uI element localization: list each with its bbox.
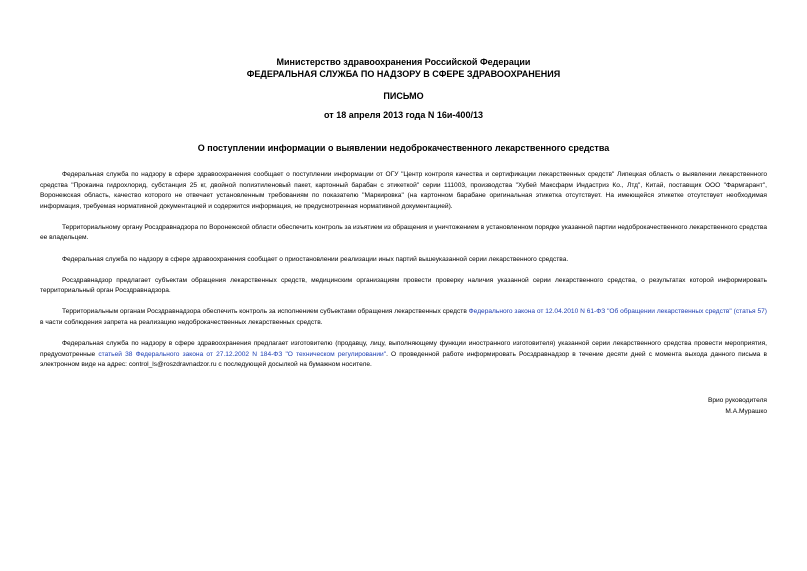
law-61-fz-link[interactable]: Федерального закона от 12.04.2010 N 61-ФЗ "Об обращении лекарственных средств": [468, 308, 732, 316]
document-header: [0, 56, 807, 80]
paragraph-4: Росздравнадзор предлагает субъектам обращения лекарственных средств, медицинским организациям провести проверку наличия указанной серии лекарственного средства, о результатах которой информировать территориальный орган Росздравнадзора.: [40, 276, 767, 295]
document-type: ПИСЬМО: [383, 91, 424, 101]
paragraph-3: Федеральная служба по надзору в сфере здравоохранения сообщает о приостановлении реализации иных партий вышеуказанной серии лекарственного средства.: [62, 255, 569, 263]
document-subject: О поступлении информации о выявлении недоброкачественного лекарственного средства: [197, 143, 610, 153]
document-body: [40, 170, 767, 381]
paragraph-6-text-after: . О проведенной работе информировать Росздравнадзор в течение десяти дней с момента выхода данного письма в электронном виде на адрес: control_ls@roszdravnadzor.ru с последующей досылкой на бумажном носителе.: [40, 350, 767, 369]
paragraph-5-text-before: Территориальным органам Росздравнадзора обеспечить контроль за исполнением субъектами обращения лекарственных средств: [62, 308, 469, 316]
signature-block: [708, 396, 767, 417]
paragraph-5-text-after: в части соблюдения запрета на реализацию недоброкачественных лекарственных средств.: [40, 318, 323, 326]
paragraph-5: [40, 307, 767, 328]
service-name: ФЕДЕРАЛЬНАЯ СЛУЖБА ПО НАДЗОРУ В СФЕРЕ ЗДРАВООХРАНЕНИЯ: [246, 69, 561, 79]
ministry-name: Министерство здравоохранения Российской Федерации: [276, 57, 531, 67]
document-date-number: от 18 апреля 2013 года N 16и-400/13: [324, 110, 483, 120]
signatory-position: Врио руководителя: [707, 397, 767, 404]
paragraph-6-text-before: Федеральная служба по надзору в сфере здравоохранения предлагает изготовителю (продавцу, лицу, выполняющему функции иностранного изготовителя) указанной серии лекарственного средства провести мероприятия, предусмотренные: [40, 340, 767, 358]
paragraph-2: Территориальному органу Росздравнадзора по Воронежской области обеспечить контроль за изъятием из обращения и уничтожением в установленном порядке указанной партии недоброкачественного лекарственного средства ее владельцем.: [40, 223, 767, 242]
signatory-name: М.А.Мурашко: [725, 407, 767, 415]
law-184-fz-link[interactable]: статьей 38 Федерального закона от 27.12.2002 N 184-ФЗ "О техническом регулировании": [98, 350, 387, 358]
article-57-link[interactable]: (статья 57): [733, 308, 767, 316]
paragraph-6: [40, 339, 767, 371]
paragraph-1: Федеральная служба по надзору в сфере здравоохранения сообщает о поступлении информации от ОГУ "Центр контроля качества и сертификации лекарственных средств" Липецкая область о выявлении лекарственного средства "Прокаина гидрохлорид, субстанция 25 кг, двойной полиэтиленовый пакет, картонный барабан с этикеткой" серии 111003, производства "Хубей Максфарм Индастриз Ко., Лтд", Китай, поставщик ООО "Фармгарант", Воронежская область, качество которого не отвечает установленным требованиям по показателю "Маркировка" (на картонном барабане оригинальная этикетка отсутствует. На имеющейся этикетке отсутствует необходимая информация, требуемая нормативной документацией и содержится информация, не предусмотренная нормативной документацией).: [40, 171, 767, 210]
